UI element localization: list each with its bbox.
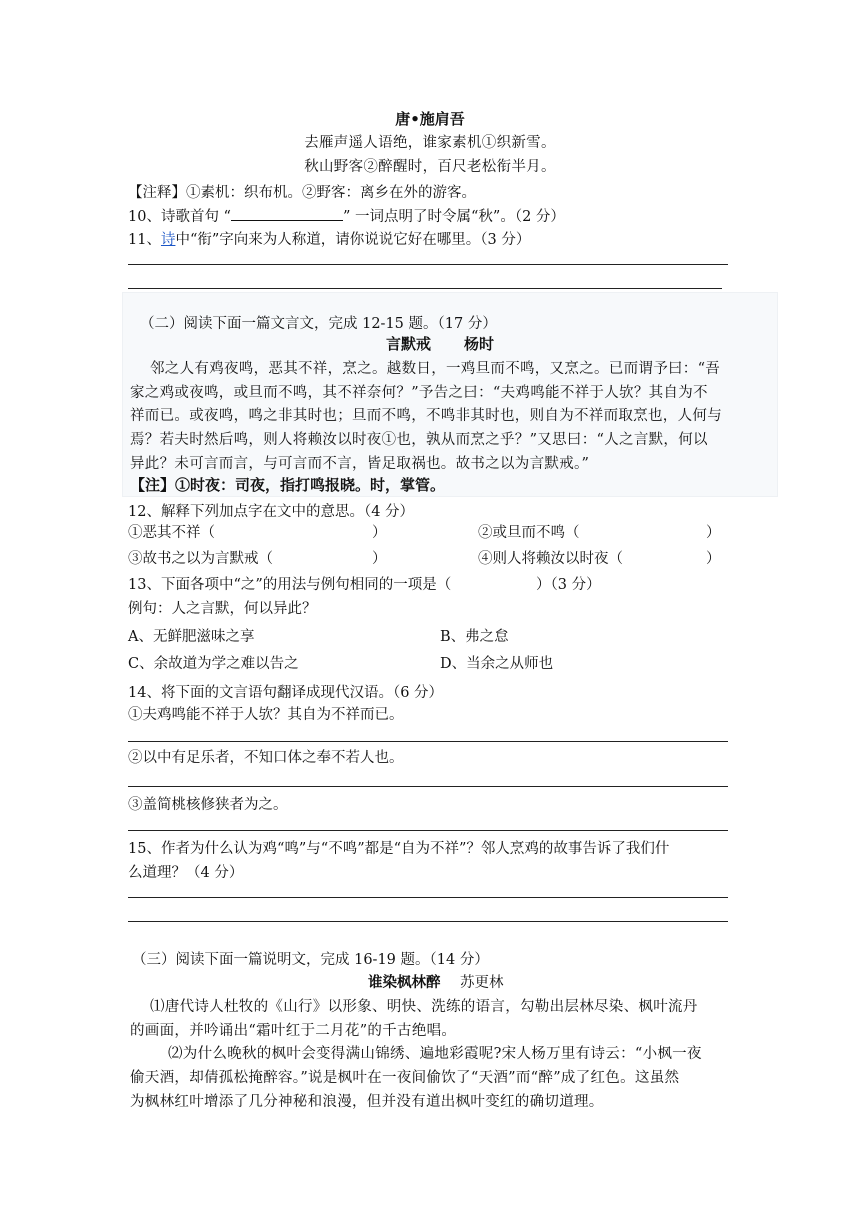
question-11-prefix: 11、 (128, 232, 161, 248)
q14-sentence-1: ①夫鸡鸣能不祥于人欤？其自为不祥而已。 (128, 707, 404, 723)
answer-blank[interactable] (231, 206, 343, 221)
q12-item-2-close: ） (706, 525, 721, 541)
section-2-heading: （二）阅读下面一篇文言文，完成 12-15 题。（17 分） (140, 316, 497, 332)
q14-sentence-3: ③盖简桃核修狭者为之。 (128, 797, 288, 813)
q12-item-1-close: ） (372, 525, 387, 541)
expository-paragraph-2-line: ⑵为什么晚秋的枫叶会变得满山锦绣、遍地彩霞呢?宋人杨万里有诗云：“小枫一夜 (168, 1046, 702, 1062)
section-3-heading: （三）阅读下面一篇说明文，完成 16-19 题。（14 分） (132, 952, 489, 968)
q12-item-1: ①恶其不祥（ (128, 525, 215, 541)
poem-author-title: 唐•施肩吾 (395, 110, 465, 128)
expository-paragraph-1-line: 的画面，并吟诵出“霜叶红于二月花”的千古绝唱。 (130, 1023, 457, 1039)
question-12: 12、解释下列加点字在文中的意思。（4 分） (128, 504, 415, 520)
q12-item-2: ②或旦而不鸣（ (478, 525, 580, 541)
answer-line[interactable] (128, 786, 728, 787)
option-b: B、弗之怠 (440, 629, 509, 645)
question-10-suffix: ” 一词点明了时令属“秋”。（2 分） (342, 209, 565, 225)
question-13-tail: ）（3 分） (536, 577, 601, 593)
classical-text-line: 家之鸡或夜鸣，或旦而不鸣，其不祥奈何？”予告之曰：“夫鸡鸣能不祥于人欤？其自为不 (130, 385, 708, 401)
question-15-line-2: 么道理？（4 分） (128, 865, 244, 881)
section-2-title: 言默戒 (386, 335, 432, 353)
q12-item-3-close: ） (372, 551, 387, 567)
question-10 (128, 205, 565, 226)
question-11 (128, 228, 530, 249)
q12-item-4-close: ） (706, 551, 721, 567)
answer-line[interactable] (128, 830, 728, 831)
classical-text-note: 【注】①时夜：司夜，指打鸣报晓。时，掌管。 (130, 476, 446, 494)
answer-line[interactable] (128, 741, 728, 742)
q12-item-3: ③故书之以为言默戒（ (128, 551, 273, 567)
option-d: D、当余之从师也 (440, 656, 554, 672)
question-11-text: 中“衔”字向来为人称道，请你说说它好在哪里。（3 分） (175, 232, 531, 248)
q12-item-4: ④则人将赖汝以时夜（ (478, 551, 623, 567)
section-3-author: 苏更林 (460, 975, 504, 991)
expository-paragraph-1-line: ⑴唐代诗人杜牧的《山行》以形象、明快、洗练的语言，勾勒出层林尽染、枫叶流丹 (150, 999, 698, 1015)
section-2-author: 杨时 (464, 335, 495, 353)
classical-text-line: 异此？未可言而言，与可言而不言，皆足取祸也。故书之以为言默戒。” (130, 456, 590, 472)
classical-text-line: 焉？若夫时然后鸣，则人将赖汝以时夜①也，孰从而烹之乎？”又思曰：“人之言默，何以 (130, 432, 708, 448)
option-c: C、余故道为学之难以告之 (128, 656, 299, 672)
poem-line-2: 秋山野客②醉醒时，百尺老松衔半月。 (304, 159, 556, 175)
expository-paragraph-2-line: 为枫林红叶增添了几分神秘和浪漫，但并没有道出枫叶变红的确切道理。 (130, 1094, 604, 1110)
section-3-title: 谁染枫林醉 (368, 974, 441, 991)
answer-line[interactable] (128, 264, 728, 265)
question-13-example: 例句：人之言默，何以异此？ (128, 601, 317, 617)
q14-sentence-2: ②以中有足乐者，不知口体之奉不若人也。 (128, 750, 404, 766)
expository-paragraph-2-line: 偷天酒，却倩孤松掩醉容。”说是枫叶在一夜间偷饮了“天酒”而“醉”成了红色。这虽然 (130, 1070, 680, 1086)
question-10-prefix: 10、诗歌首句 “ (128, 209, 231, 225)
answer-line[interactable] (128, 897, 728, 898)
classical-text-line: 祥而已。或夜鸣，鸣之非其时也；旦而不鸣，不鸣非其时也，则自为不祥而取烹也，人何与 (130, 408, 722, 424)
question-14: 14、将下面的文言语句翻译成现代汉语。（6 分） (128, 685, 444, 701)
answer-line[interactable] (128, 921, 728, 922)
option-a: A、无鲜肥滋味之享 (128, 629, 255, 645)
question-15-line-1: 15、作者为什么认为鸡“鸣”与“不鸣”都是“自为不祥”？邻人烹鸡的故事告诉了我们什 (128, 841, 670, 857)
answer-line[interactable] (128, 288, 722, 289)
classical-text-line: 邻之人有鸡夜鸣，恶其不祥，烹之。越数日，一鸡旦而不鸣，又烹之。已而谓予曰：“吾 (150, 361, 721, 377)
poem-note: 【注释】①素机：织布机。②野客：离乡在外的游客。 (128, 185, 476, 201)
poem-link[interactable]: 诗 (160, 232, 176, 248)
question-13: 13、下面各项中“之”的用法与例句相同的一项是（ (128, 577, 452, 593)
poem-line-1: 去雁声遥人语绝，谁家素机①织新雪。 (304, 135, 556, 151)
